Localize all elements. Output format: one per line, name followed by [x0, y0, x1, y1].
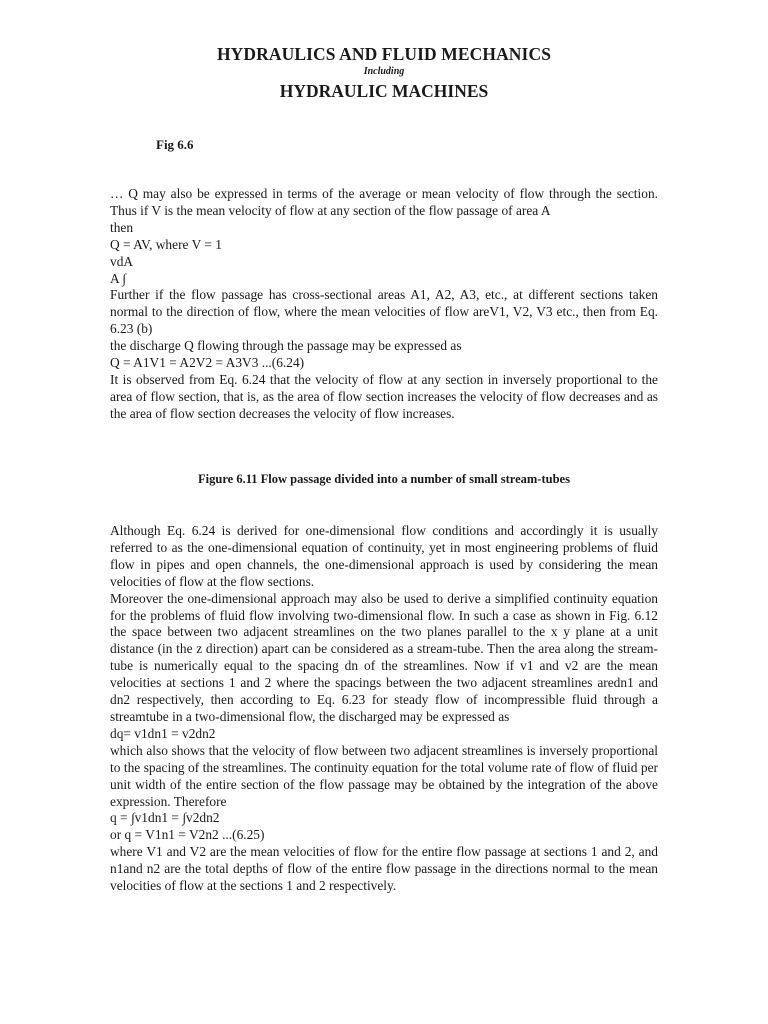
book-including: Including — [363, 66, 405, 77]
paragraph: Moreover the one-dimensional approach may also be used to derive a simplified continuity equation for the problems of fluid flow involving two-dimensional flow. In such a case as shown in Fig. 6.12 the space between two adjacent streamlines on the two planes parallel to the x y plane at a unit distance (in the z direction) apart can be considered as a stream-tube. Then the area along the stream-tube is numerically equal to the spacing dn of the streamlines. Now if v1 and v2 are the mean velocities at sections 1 and 2 where the spacings between the two adjacent streamlines aredn1 and dn2 respectively, then according to Eq. 6.23 for steady flow of incompressible fluid through a streamtube in a two-dimensional flow, the discharged may be expressed as — [110, 590, 658, 724]
figure-6-11-caption: Figure 6.11 Flow passage divided into a number of small stream-tubes — [198, 472, 570, 486]
equation: A ∫ — [110, 270, 126, 286]
equation: Q = A1V1 = A2V2 = A3V3 ...(6.24) — [110, 355, 305, 371]
paragraph: Further if the flow passage has cross-sectional areas A1, A2, A3, etc., at different sections taken normal to the direction of flow, where the mean velocities of flow areV1, V2, V3 etc., then from Eq. 6.23 (b) — [110, 287, 658, 337]
paragraph: which also shows that the velocity of flow between two adjacent streamlines is inversely proportional to the spacing of the streamlines. The continuity equation for the total volume rate of flow of fluid per unit width of the entire section of the flow passage may be obtained by the integration of the above expression. Therefore — [110, 742, 658, 809]
book-title: HYDRAULICS AND FLUID MECHANICS — [216, 44, 552, 64]
fig-6-6-label: Fig 6.6 — [156, 137, 194, 152]
equation: vdA — [110, 253, 134, 269]
paragraph: Although Eq. 6.24 is derived for one-dimensional flow conditions and accordingly it is usually referred to as the one-dimensional equation of continuity, yet in most engineering problems of fluid flow in pipes and open channels, the one-dimensional approach is used by considering the mean velocities of flow at the flow sections. — [110, 523, 658, 589]
section-2 — [110, 523, 658, 895]
equation: or q = V1n1 = V2n2 ...(6.25) — [110, 827, 265, 843]
paragraph: It is observed from Eq. 6.24 that the velocity of flow at any section in inversely proportional to the area of flow section, that is, as the area of flow section increases the velocity of flow decreases and as the area of flow section decreases the velocity of flow increases. — [110, 371, 658, 421]
paragraph: the discharge Q flowing through the passage may be expressed as — [110, 338, 462, 354]
paragraph: … Q may also be expressed in terms of the average or mean velocity of flow through the section. Thus if V is the mean velocity of flow at any section of the flow passage of area A — [110, 186, 658, 218]
equation: dq= v1dn1 = v2dn2 — [110, 725, 216, 741]
equation: q = ∫v1dn1 = ∫v2dn2 — [110, 810, 220, 826]
paragraph: where V1 and V2 are the mean velocities of flow for the entire flow passage at sections 1 and 2, and n1and n2 are the total depths of flow of the entire flow passage in the directions normal to the mean velocities of flow at the sections 1 and 2 respectively. — [110, 844, 658, 894]
paragraph: then — [110, 219, 134, 235]
book-subtitle: HYDRAULIC MACHINES — [279, 81, 489, 101]
section-1 — [110, 186, 658, 423]
equation: Q = AV, where V = 1 — [110, 236, 222, 252]
